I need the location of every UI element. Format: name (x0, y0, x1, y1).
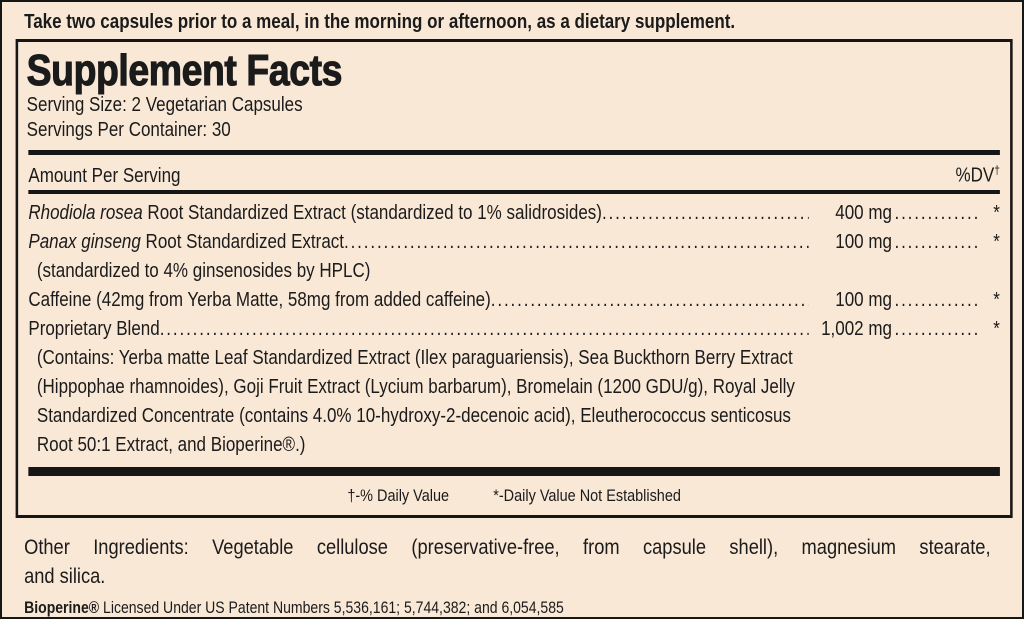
nutrient-row-proprietary-blend (27, 315, 1002, 344)
dot-leader (160, 315, 809, 344)
nutrient-name: Caffeine (42mg from Yerba Matte, 58mg from added caffeine) (28, 288, 491, 311)
nutrient-dv: * (993, 317, 1000, 340)
blend-contents-line: (Hippophae rhamnoides), Goji Fruit Extract (Lycium barbarum), Bromelain (1200 GDU/g), Royal Jelly (36, 375, 795, 398)
dot-leader (895, 199, 978, 228)
amount-per-serving-label: Amount Per Serving (28, 164, 181, 187)
blend-contents-line: (Contains: Yerba matte Leaf Standardized Extract (Ilex paraguariensis), Sea Buckthorn Berry Extract (36, 346, 793, 369)
usage-directions: Take two capsules prior to a meal, in the morning or afternoon, as a dietary supplement. (24, 11, 736, 33)
label-content (2, 10, 1024, 618)
nutrient-name: Rhodiola rosea Root Standardized Extract (standardized to 1% salidrosides) (28, 201, 602, 224)
nutrient-row-ginseng (27, 228, 1002, 257)
nutrient-name: Panax ginseng Root Standardized Extract (28, 230, 344, 253)
supplement-facts-panel (16, 39, 1013, 518)
nutrient-amount: 100 mg (835, 230, 892, 253)
divider-thick-bottom (28, 467, 1000, 476)
brand-name: Bioperine® (24, 598, 100, 617)
other-ingredients-line: Other Ingredients: Vegetable cellulose (preservative-free, from capsule shell), magnesium stearate, (24, 534, 991, 559)
nutrient-dv: * (993, 230, 1000, 253)
nutrient-row-rhodiola (27, 199, 1002, 228)
percent-dv-label: %DV† (955, 163, 1000, 187)
dot-leader (602, 199, 809, 228)
footnote-not-established: *-Daily Value Not Established (493, 485, 681, 505)
servings-per-container: Servings Per Container: 30 (26, 119, 231, 141)
nutrient-name: Proprietary Blend (28, 317, 160, 340)
nutrient-row-ginseng-continuation: (standardized to 4% ginsenosides by HPLC) (36, 259, 371, 282)
amount-per-serving-header (27, 155, 1002, 190)
dagger-symbol: † (994, 163, 1000, 177)
nutrient-rows (27, 199, 1002, 460)
footnote-daily-value: †-% Daily Value (347, 485, 450, 505)
blend-contents-line: Root 50:1 Extract, and Bioperine®.) (36, 433, 306, 456)
other-ingredients-line: and silica. (24, 563, 106, 588)
dot-leader (895, 228, 978, 257)
dot-leader (895, 286, 978, 315)
dot-leader (344, 228, 809, 257)
dot-leader (895, 315, 978, 344)
nutrient-amount: 100 mg (835, 288, 892, 311)
divider-thick-header (28, 190, 1000, 194)
panel-title: Supplement Facts (26, 46, 342, 95)
nutrient-amount: 400 mg (835, 201, 892, 224)
footnotes (27, 485, 1002, 507)
other-ingredients (24, 533, 990, 591)
blend-contents-line: Standardized Concentrate (contains 4.0% 10-hydroxy-2-decenoic acid), Eleutherococcus senticosus (36, 404, 791, 427)
dot-leader (491, 286, 809, 315)
nutrient-row-caffeine (27, 286, 1002, 315)
patent-notice: Bioperine® Licensed Under US Patent Numbers 5,536,161; 5,744,382; and 6,054,585 (24, 598, 564, 617)
serving-size: Serving Size: 2 Vegetarian Capsules (26, 94, 303, 116)
nutrient-dv: * (993, 201, 1000, 224)
nutrient-dv: * (993, 288, 1000, 311)
nutrient-amount: 1,002 mg (821, 317, 892, 340)
